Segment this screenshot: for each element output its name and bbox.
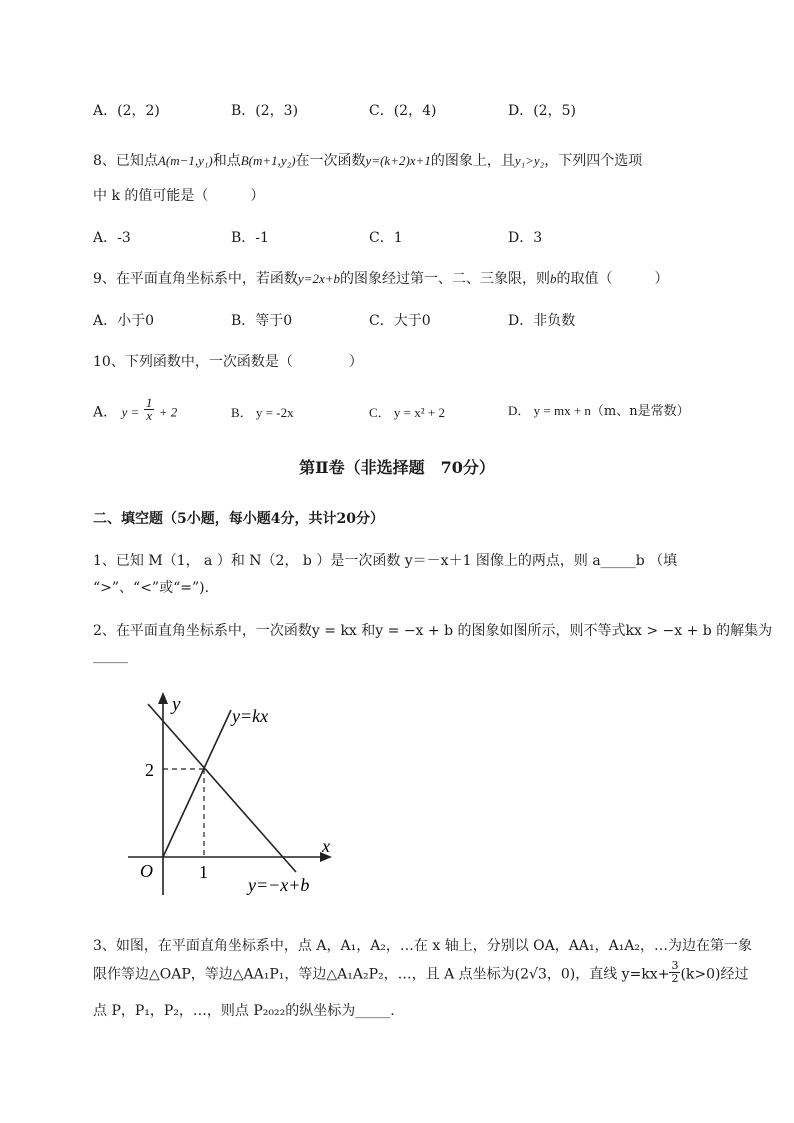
- q8-inequality: y₁>y₂: [514, 153, 545, 168]
- q9-function: y=2x+b: [297, 271, 341, 286]
- q10-option-a: [93, 395, 178, 425]
- origin-label: O: [140, 861, 153, 881]
- q10-option-a-tail: + 2: [158, 404, 178, 420]
- q10-option-b: [231, 402, 294, 421]
- f1-line2: “>”、“<”或“=”).: [93, 580, 210, 596]
- line-label-y-kx: y=kx: [232, 706, 269, 726]
- q10-option-b-text: B． y = -2x: [231, 405, 294, 420]
- q10-option-c: [369, 402, 445, 421]
- q7-option-d: D．(2，5): [508, 103, 576, 119]
- section-title: 第Ⅱ卷（非选择题 70分）: [299, 458, 495, 477]
- q8-option-a: A．-3: [93, 230, 131, 246]
- q9-text-tail: 的取值（ ）: [556, 271, 669, 287]
- q10-option-a-label: A．: [93, 404, 118, 421]
- q7-option-b: B．(2，3): [231, 103, 299, 119]
- f3-line2: [93, 959, 749, 987]
- line-label-y-neg-x-plus-b: y=−x+b: [248, 875, 310, 895]
- fraction-numerator: 3: [671, 959, 679, 972]
- f3-line3: 点 P，P₁，P₂，…，则点 P₂₀₂₂的纵坐标为_____.: [93, 1003, 395, 1019]
- q9-stem: [93, 268, 669, 288]
- linear-functions-graph: [128, 690, 358, 900]
- fraction-denominator: 2: [671, 972, 679, 985]
- q10-option-a-fraction: [144, 397, 155, 422]
- q10-option-d-note: （m、n是常数）: [590, 404, 690, 419]
- fill-in-heading: 二、填空题（5小题，每小题4分，共计20分）: [93, 511, 384, 527]
- f3-line1: 3、如图，在平面直角坐标系中，点 A，A₁，A₂，…在 x 轴上，分别以 OA，AA₁，A₁A₂，…为边在第一象: [93, 938, 753, 954]
- q8-stem-line2: 中 k 的值可能是（ ）: [93, 188, 265, 204]
- q7-option-a: A．(2，2): [93, 103, 160, 119]
- f2-line1: 2、在平面直角坐标系中，一次函数y = kx 和y = −x + b 的图象如图所示，则不等式kx > −x + b 的解集为: [93, 623, 773, 639]
- q8-text: 8、已知点: [93, 153, 158, 169]
- q8-option-d: D．3: [508, 230, 543, 246]
- tick-label-x-1: 1: [199, 862, 208, 882]
- f3-fraction: [669, 960, 680, 985]
- f1-line1: 1、已知 M（1， a ）和 N（2， b ）是一次函数 y＝－x＋1 图像上的两点，则 a_____b （填: [93, 553, 678, 569]
- q10-option-a-lhs: y =: [121, 404, 140, 420]
- q9-variable: b: [550, 271, 557, 286]
- q8-text-tail: ，下列四个选项: [544, 153, 643, 169]
- q10-option-d-text: D． y = mx + n: [508, 403, 591, 418]
- fraction-numerator: 1: [145, 395, 153, 410]
- y-axis-label: y: [172, 694, 181, 715]
- q8-option-b: B．-1: [231, 230, 269, 246]
- q9-option-d: D．非负数: [508, 313, 576, 329]
- q8-point-b: B(m+1,y₂): [240, 153, 296, 168]
- q10-option-c-text: C． y = x² + 2: [369, 405, 445, 420]
- tick-label-y-2: 2: [145, 760, 154, 780]
- q9-text-mid: 的图象经过第一、二、三象限，则: [340, 271, 551, 287]
- q8-option-c: C．1: [369, 230, 403, 246]
- q8-text-func: 在一次函数: [295, 153, 366, 169]
- q7-option-c: C．(2，4): [369, 103, 437, 119]
- q9-option-a: A．小于0: [93, 313, 155, 329]
- q9-option-b: B．等于0: [231, 313, 293, 329]
- f2-line2: _____: [93, 648, 128, 664]
- y-axis-arrow-icon: [158, 692, 168, 704]
- q8-text-cond: 的图象上，且: [430, 153, 515, 169]
- q10-stem: 10、下列函数中，一次函数是（ ）: [93, 354, 363, 370]
- q8-function: y=(k+2)x+1: [365, 153, 431, 168]
- q9-text: 9、在平面直角坐标系中，若函数: [93, 271, 298, 287]
- q10-option-d: [508, 400, 690, 419]
- f3-line2-text: 限作等边△OAP，等边△AA₁P₁，等边△A₁A₂P₂，…，且 A 点坐标为(2√3，0)，直线 y=kx+: [93, 966, 670, 983]
- x-axis-label: x: [322, 836, 330, 856]
- q8-text-and: 和点: [212, 153, 241, 169]
- q8-point-a: A(m−1,y₁): [157, 153, 213, 168]
- f3-line2-tail: (k>0)经过: [680, 966, 749, 983]
- fraction-denominator: x: [146, 408, 152, 423]
- q8-stem-line1: [93, 150, 642, 170]
- q9-option-c: C．大于0: [369, 313, 431, 329]
